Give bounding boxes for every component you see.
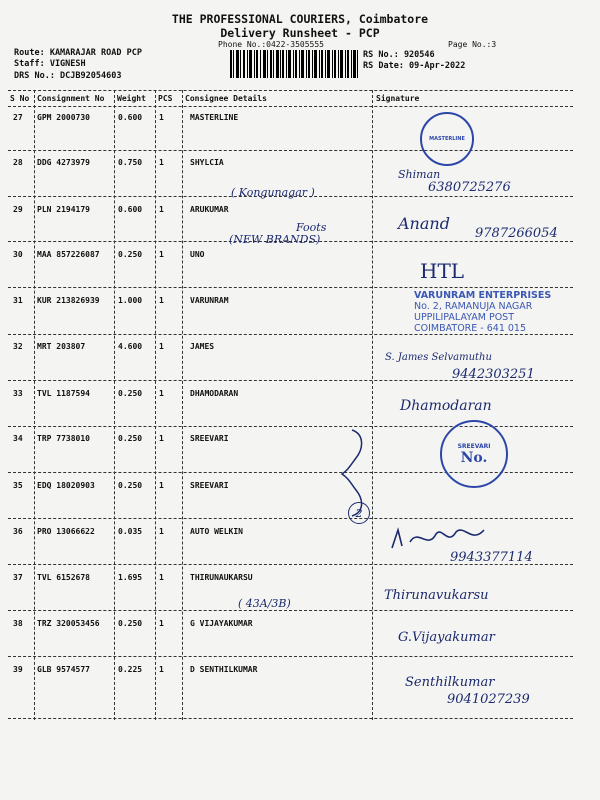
page-number: Page No.:3	[448, 40, 497, 49]
row-weight: 0.250	[118, 481, 143, 490]
handwritten-phone: 9943377114	[450, 550, 533, 565]
table-row	[0, 619, 600, 639]
handwritten-phone: 6380725276	[428, 180, 511, 195]
handwritten-note: (NEW BRANDS)	[229, 233, 321, 246]
row-weight: 0.250	[118, 389, 143, 398]
row-consignee: SREEVARI	[190, 434, 229, 443]
staff: Staff: VIGNESH	[14, 59, 86, 69]
row-consignee: THIRUNAUKARSU	[190, 573, 253, 582]
row-weight: 0.035	[118, 527, 143, 536]
row-pcs: 1	[159, 527, 164, 536]
row-rule	[8, 334, 573, 335]
handwritten-signature: Thirunavukarsu	[384, 588, 489, 603]
row-pcs: 1	[159, 250, 164, 259]
table-row	[0, 342, 600, 362]
row-sno: 35	[13, 481, 23, 490]
route: Route: KAMARAJAR ROAD PCP	[14, 48, 142, 58]
col-header-consignment: Consignment No	[37, 94, 105, 103]
drs-number: DRS No.: DCJB92054603	[14, 71, 122, 81]
col-header-consignee: Consignee Details	[185, 94, 267, 103]
row-sno: 39	[13, 665, 23, 674]
row-weight: 0.250	[118, 250, 143, 259]
table-row	[0, 527, 600, 547]
handwritten-signature: Anand	[398, 214, 450, 233]
varunram-stamp	[414, 290, 551, 334]
row-sno: 38	[13, 619, 23, 628]
handwritten-phone: 9787266054	[475, 226, 558, 241]
row-consignee: DHAMODARAN	[190, 389, 239, 398]
row-pcs: 1	[159, 205, 164, 214]
row-consignee: SHYLCIA	[190, 158, 224, 167]
table-row	[0, 573, 600, 593]
row-weight: 0.600	[118, 113, 143, 122]
table-top-rule	[8, 90, 573, 91]
row-pcs: 1	[159, 296, 164, 305]
row-pcs: 1	[159, 481, 164, 490]
row-rule	[8, 150, 573, 151]
handwritten-signature: Dhamodaran	[400, 398, 492, 414]
row-consignee: ARUKUMAR	[190, 205, 229, 214]
row-pcs: 1	[159, 342, 164, 351]
row-consignment: MRT 203807	[37, 342, 86, 351]
row-weight: 0.250	[118, 434, 143, 443]
circled-number	[348, 502, 370, 524]
sreevari-stamp	[440, 420, 508, 488]
row-sno: 28	[13, 158, 23, 167]
header-bottom-rule	[8, 106, 573, 107]
row-consignment: TVL 1187594	[37, 389, 90, 398]
row-sno: 34	[13, 434, 23, 443]
row-weight: 0.225	[118, 665, 143, 674]
row-pcs: 1	[159, 113, 164, 122]
row-consignment: GPM 2000730	[37, 113, 90, 122]
handwritten-phone: 9041027239	[447, 692, 530, 707]
row-sno: 27	[13, 113, 23, 122]
varunram-stamp-line2: No. 2, RAMANUJA NAGAR	[414, 301, 533, 312]
row-weight: 1.695	[118, 573, 143, 582]
table-row	[0, 389, 600, 409]
masterline-stamp	[420, 112, 474, 166]
row-consignment: PLN 2194179	[37, 205, 90, 214]
handwritten-note: ( 43A/3B)	[238, 597, 291, 610]
row-pcs: 1	[159, 665, 164, 674]
table-bottom-rule	[8, 718, 573, 719]
row-consignment: PRO 13066622	[37, 527, 95, 536]
table-row	[0, 158, 600, 178]
barcode	[230, 50, 358, 78]
row-pcs: 1	[159, 158, 164, 167]
row-consignment: TRP 7738010	[37, 434, 90, 443]
col-header-signature: Signature	[376, 94, 420, 103]
masterline-stamp-text: MASTERLINE	[429, 136, 465, 142]
table-row	[0, 481, 600, 501]
handwritten-signature: S. James Selvamuthu	[385, 352, 492, 363]
row-sno: 31	[13, 296, 23, 305]
varunram-stamp-line1: VARUNRAM ENTERPRISES	[414, 290, 552, 301]
row-rule	[8, 518, 573, 519]
row-consignment: TRZ 320053456	[37, 619, 100, 628]
table-row	[0, 113, 600, 133]
row-consignee: JAMES	[190, 342, 215, 351]
handwritten-signature: HTL	[420, 259, 465, 283]
col-header-sno: S No	[10, 94, 30, 103]
row-pcs: 1	[159, 389, 164, 398]
rs-date: RS Date: 09-Apr-2022	[363, 61, 466, 71]
circled-number-text: 2	[355, 506, 363, 520]
row-consignment: MAA 857226087	[37, 250, 100, 259]
handwritten-note: Foots	[296, 221, 327, 234]
row-consignee: VARUNRAM	[190, 296, 229, 305]
rs-number: RS No.: 920546	[363, 50, 435, 60]
row-consignment: DDG 4273979	[37, 158, 90, 167]
row-consignee: SREEVARI	[190, 481, 229, 490]
sreevari-stamp-no: No.	[460, 449, 488, 466]
table-row	[0, 250, 600, 270]
varunram-stamp-line3: UPPILIPALAYAM POST	[414, 312, 515, 323]
row-consignee: G VIJAYAKUMAR	[190, 619, 253, 628]
row-sno: 32	[13, 342, 23, 351]
table-row	[0, 434, 600, 454]
row-weight: 0.600	[118, 205, 143, 214]
row-consignment: TVL 6152678	[37, 573, 90, 582]
handwritten-phone: 9442303251	[452, 367, 535, 382]
row-pcs: 1	[159, 434, 164, 443]
row-sno: 29	[13, 205, 23, 214]
row-sno: 37	[13, 573, 23, 582]
row-consignee: AUTO WELKIN	[190, 527, 243, 536]
handwritten-signature: Senthilkumar	[405, 675, 495, 690]
document-title: Delivery Runsheet - PCP	[220, 26, 380, 40]
row-sno: 30	[13, 250, 23, 259]
row-consignee: UNO	[190, 250, 205, 259]
row-weight: 1.000	[118, 296, 143, 305]
handwritten-signature: G.Vijayakumar	[398, 630, 495, 645]
row-rule	[8, 656, 573, 657]
row-weight: 0.250	[118, 619, 143, 628]
row-consignee: D SENTHILKUMAR	[190, 665, 258, 674]
sreevari-stamp-name: SREEVARI	[457, 442, 491, 450]
handwritten-signature: Shiman	[398, 168, 441, 181]
row-sno: 36	[13, 527, 23, 536]
table-row	[0, 665, 600, 685]
row-weight: 0.750	[118, 158, 143, 167]
company-name: THE PROFESSIONAL COURIERS, Coimbatore	[171, 12, 429, 26]
row-consignee: MASTERLINE	[190, 113, 239, 122]
row-sno: 33	[13, 389, 23, 398]
row-weight: 4.600	[118, 342, 143, 351]
col-header-weight: Weight	[117, 94, 146, 103]
row-pcs: 1	[159, 573, 164, 582]
varunram-stamp-line4: COIMBATORE - 641 015	[414, 323, 527, 334]
row-consignment: KUR 213826939	[37, 296, 100, 305]
handwritten-note: ( Kongunagar )	[231, 186, 315, 199]
row-pcs: 1	[159, 619, 164, 628]
row-consignment: GLB 9574577	[37, 665, 90, 674]
row-rule	[8, 610, 573, 611]
col-header-pcs: PCS	[158, 94, 173, 103]
row-consignment: EDQ 18020903	[37, 481, 95, 490]
phone-number: Phone No.:0422-3505555	[218, 40, 324, 49]
row-rule	[8, 287, 573, 288]
